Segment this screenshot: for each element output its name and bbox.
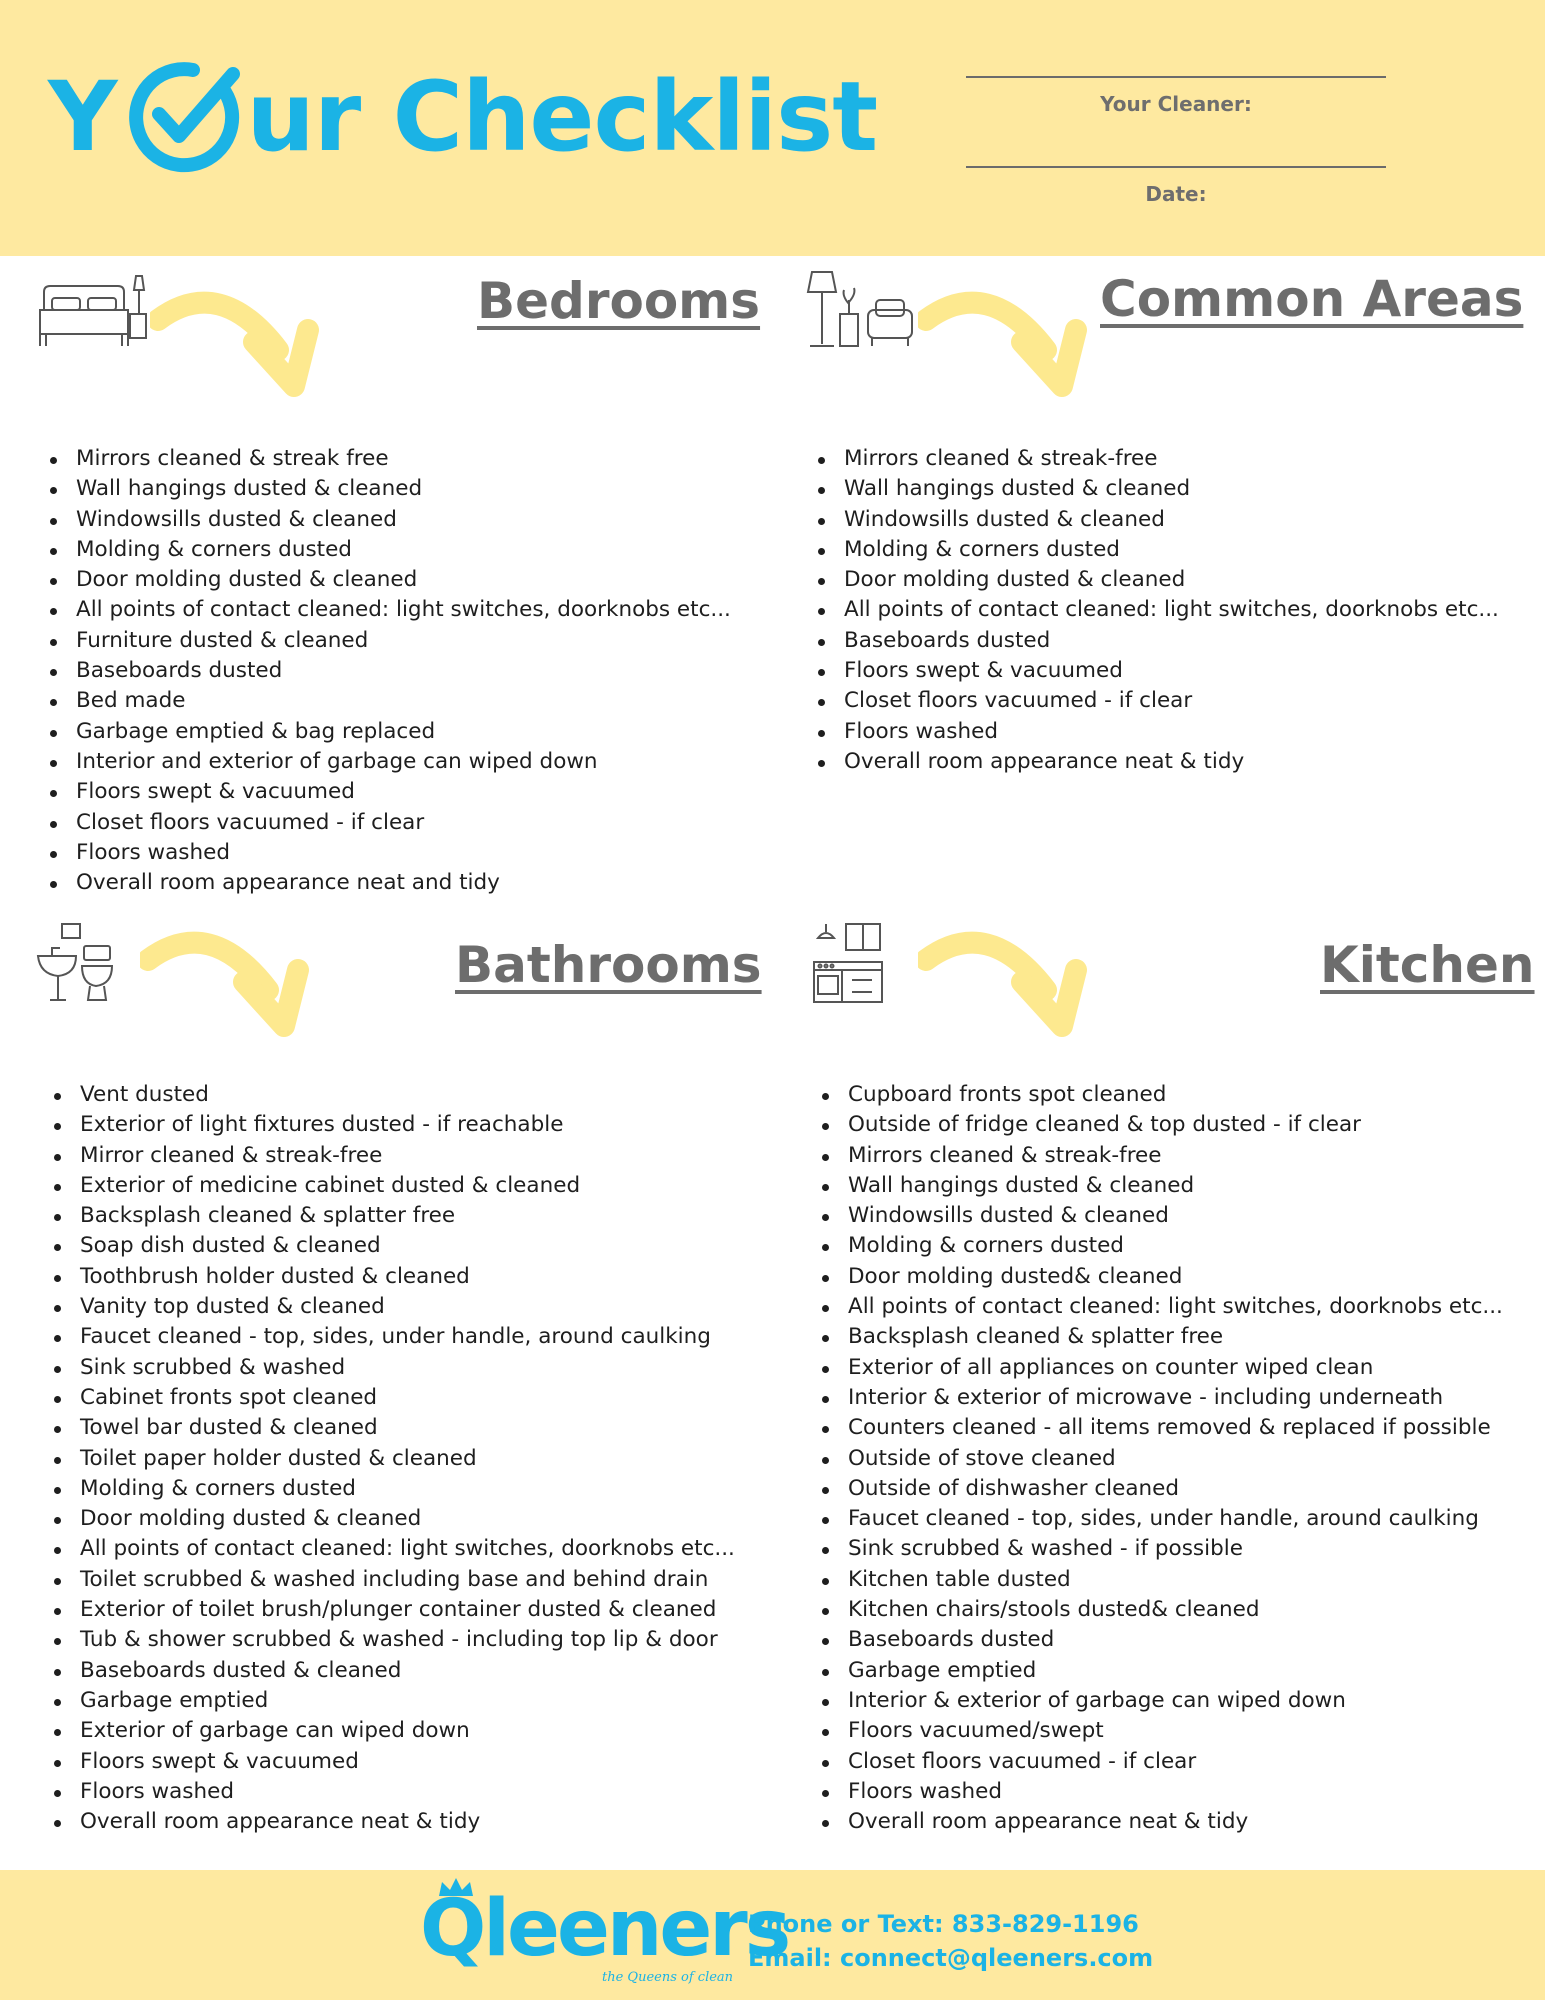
checklist-item: Backsplash cleaned & splatter free — [816, 1322, 1503, 1352]
checklist-item: Windowsills dusted & cleaned — [812, 505, 1499, 535]
bedrooms-checklist — [44, 444, 731, 898]
checklist-item: Cabinet fronts spot cleaned — [48, 1383, 735, 1413]
date-label: Date: — [1145, 182, 1207, 206]
checklist-item: Wall hangings dusted & cleaned — [812, 474, 1499, 504]
curved-arrow-icon — [150, 280, 320, 400]
phone-contact[interactable]: Phone or Text: 833-829-1196 — [748, 1910, 1139, 1938]
checklist-item: Windowsills dusted & cleaned — [44, 505, 731, 535]
checklist-item: Closet floors vacuumed - if clear — [44, 808, 731, 838]
section-title-kitchen: Kitchen — [1320, 936, 1535, 994]
checklist-item: Door molding dusted & cleaned — [812, 565, 1499, 595]
checklist-item: Outside of stove cleaned — [816, 1444, 1503, 1474]
checklist-item: Door molding dusted& cleaned — [816, 1262, 1503, 1292]
checklist-item: Molding & corners dusted — [44, 535, 731, 565]
checklist-item: Interior & exterior of garbage can wiped down — [816, 1686, 1503, 1716]
kitchen-icon — [812, 922, 884, 1004]
title-letter-y: Y — [48, 61, 117, 173]
checklist-item: Vent dusted — [48, 1080, 735, 1110]
checklist-item: Overall room appearance neat & tidy — [812, 747, 1499, 777]
checklist-item: Interior and exterior of garbage can wiped down — [44, 747, 731, 777]
checklist-item: Backsplash cleaned & splatter free — [48, 1201, 735, 1231]
checklist-item: Floors washed — [812, 717, 1499, 747]
checklist-item: Overall room appearance neat & tidy — [816, 1807, 1503, 1837]
checklist-item: Closet floors vacuumed - if clear — [812, 686, 1499, 716]
qleeners-logo — [420, 1880, 789, 1990]
checklist-item: Floors swept & vacuumed — [48, 1747, 735, 1777]
checklist-item: Faucet cleaned - top, sides, under handle, around caulking — [816, 1504, 1503, 1534]
curved-arrow-icon — [918, 280, 1088, 400]
checklist-item: Floors swept & vacuumed — [812, 656, 1499, 686]
check-circle-icon — [121, 56, 243, 178]
checklist-item: Door molding dusted & cleaned — [48, 1504, 735, 1534]
checklist-item: Toilet paper holder dusted & cleaned — [48, 1444, 735, 1474]
checklist-item: Towel bar dusted & cleaned — [48, 1413, 735, 1443]
checklist-item: Furniture dusted & cleaned — [44, 626, 731, 656]
bathroom-icon — [36, 922, 116, 1004]
checklist-item: Floors washed — [816, 1777, 1503, 1807]
checklist-item: Soap dish dusted & cleaned — [48, 1231, 735, 1261]
date-signature-line[interactable] — [966, 166, 1386, 168]
curved-arrow-icon — [918, 920, 1088, 1040]
checklist-item: Bed made — [44, 686, 731, 716]
checklist-item: Outside of dishwasher cleaned — [816, 1474, 1503, 1504]
checklist-item: Mirrors cleaned & streak-free — [816, 1141, 1503, 1171]
checklist-item: Interior & exterior of microwave - including underneath — [816, 1383, 1503, 1413]
checklist-item: All points of contact cleaned: light switches, doorknobs etc... — [44, 595, 731, 625]
checklist-item: Molding & corners dusted — [812, 535, 1499, 565]
checklist-item: Wall hangings dusted & cleaned — [816, 1171, 1503, 1201]
checklist-item: Floors vacuumed/swept — [816, 1716, 1503, 1746]
title-text: ur Checklist — [246, 61, 878, 173]
checklist-item: Outside of fridge cleaned & top dusted - if clear — [816, 1110, 1503, 1140]
checklist-item: Counters cleaned - all items removed & replaced if possible — [816, 1413, 1503, 1443]
cleaner-label: Your Cleaner: — [1100, 92, 1252, 116]
section-title-bathrooms: Bathrooms — [455, 936, 762, 994]
kitchen-checklist — [816, 1080, 1503, 1837]
logo-tagline: the Queens of clean — [602, 1970, 734, 1985]
cleaner-signature-line[interactable] — [966, 76, 1386, 78]
checklist-item: Exterior of toilet brush/plunger container dusted & cleaned — [48, 1595, 735, 1625]
checklist-item: Overall room appearance neat and tidy — [44, 868, 731, 898]
checklist-item: Garbage emptied — [48, 1686, 735, 1716]
checklist-item: All points of contact cleaned: light switches, doorknobs etc... — [48, 1534, 735, 1564]
checklist-item: Mirror cleaned & streak-free — [48, 1141, 735, 1171]
checklist-item: Mirrors cleaned & streak free — [44, 444, 731, 474]
checklist-item: All points of contact cleaned: light switches, doorknobs etc... — [816, 1292, 1503, 1322]
checklist-item: Exterior of medicine cabinet dusted & cleaned — [48, 1171, 735, 1201]
checklist-item: Exterior of garbage can wiped down — [48, 1716, 735, 1746]
checklist-item: Windowsills dusted & cleaned — [816, 1201, 1503, 1231]
logo-wordmark: Qleeners — [420, 1884, 789, 1974]
common-areas-checklist — [812, 444, 1499, 777]
checklist-item: Wall hangings dusted & cleaned — [44, 474, 731, 504]
checklist-item: Kitchen chairs/stools dusted& cleaned — [816, 1595, 1503, 1625]
checklist-item: Overall room appearance neat & tidy — [48, 1807, 735, 1837]
checklist-item: Molding & corners dusted — [816, 1231, 1503, 1261]
checklist-item: Garbage emptied & bag replaced — [44, 717, 731, 747]
checklist-item: Floors washed — [48, 1777, 735, 1807]
checklist-item: Kitchen table dusted — [816, 1565, 1503, 1595]
checklist-item: Exterior of all appliances on counter wiped clean — [816, 1353, 1503, 1383]
date-field[interactable] — [966, 166, 1386, 206]
living-room-icon — [806, 270, 918, 350]
cleaner-field[interactable] — [966, 76, 1386, 116]
section-title-bedrooms: Bedrooms — [477, 272, 761, 330]
checklist-item: Floors swept & vacuumed — [44, 777, 731, 807]
checklist-item: Sink scrubbed & washed - if possible — [816, 1534, 1503, 1564]
bed-icon — [38, 270, 148, 350]
checklist-item: Door molding dusted & cleaned — [44, 565, 731, 595]
checklist-item: Mirrors cleaned & streak-free — [812, 444, 1499, 474]
page-title — [48, 52, 877, 182]
checklist-item: Baseboards dusted — [812, 626, 1499, 656]
email-contact[interactable]: Email: connect@qleeners.com — [748, 1944, 1154, 1972]
curved-arrow-icon — [140, 920, 310, 1040]
checklist-item: Toilet scrubbed & washed including base and behind drain — [48, 1565, 735, 1595]
bathrooms-checklist — [48, 1080, 735, 1837]
checklist-item: Faucet cleaned - top, sides, under handle, around caulking — [48, 1322, 735, 1352]
checklist-item: Sink scrubbed & washed — [48, 1353, 735, 1383]
section-title-common-areas: Common Areas — [1100, 270, 1524, 328]
checklist-item: Molding & corners dusted — [48, 1474, 735, 1504]
checklist-item: Vanity top dusted & cleaned — [48, 1292, 735, 1322]
checklist-item: Closet floors vacuumed - if clear — [816, 1747, 1503, 1777]
checklist-item: Floors washed — [44, 838, 731, 868]
checklist-item: Baseboards dusted — [44, 656, 731, 686]
checklist-item: Cupboard fronts spot cleaned — [816, 1080, 1503, 1110]
checklist-item: Tub & shower scrubbed & washed - including top lip & door — [48, 1625, 735, 1655]
checklist-item: Baseboards dusted & cleaned — [48, 1656, 735, 1686]
checklist-item: All points of contact cleaned: light switches, doorknobs etc... — [812, 595, 1499, 625]
checklist-item: Baseboards dusted — [816, 1625, 1503, 1655]
checklist-item: Garbage emptied — [816, 1656, 1503, 1686]
checklist-item: Exterior of light fixtures dusted - if reachable — [48, 1110, 735, 1140]
checklist-item: Toothbrush holder dusted & cleaned — [48, 1262, 735, 1292]
